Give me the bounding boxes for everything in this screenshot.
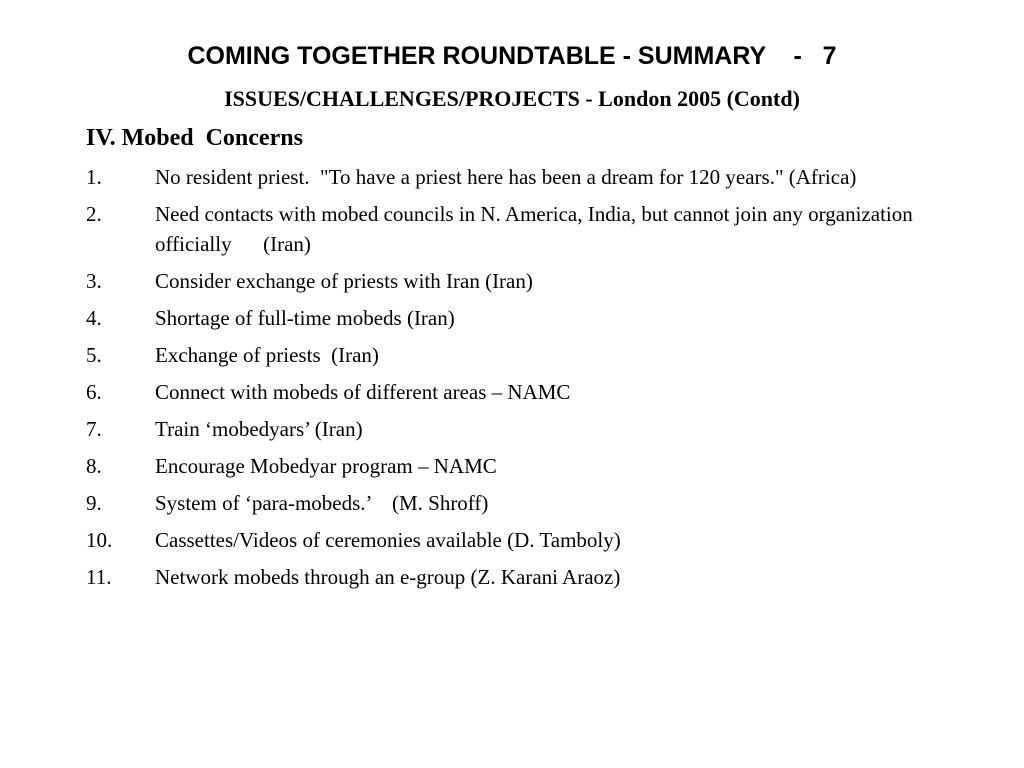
item-text: Encourage Mobedyar program – NAMC (155, 454, 497, 478)
slide-title: COMING TOGETHER ROUNDTABLE - SUMMARY - 7 (187, 42, 837, 70)
item-number: 6. (86, 380, 102, 404)
item-number: 10. (86, 528, 113, 552)
item-text: Train ‘mobedyars’ (Iran) (155, 417, 363, 441)
item-text: Cassettes/Videos of ceremonies available (D. Tamboly) (155, 528, 621, 552)
list-item (86, 199, 966, 259)
list-item (86, 340, 966, 370)
list-item (86, 562, 966, 592)
item-text: Network mobeds through an e-group (Z. Karani Araoz) (155, 565, 621, 589)
item-number: 3. (86, 269, 102, 293)
list-item (86, 162, 966, 192)
item-number: 9. (86, 491, 102, 515)
list-item (86, 414, 966, 444)
list-item (86, 266, 966, 296)
item-number: 4. (86, 306, 102, 330)
item-text: Need contacts with mobed councils in N. America, India, but cannot join any organization officially (Iran) (155, 202, 918, 256)
concerns-list (86, 162, 966, 599)
list-item (86, 451, 966, 481)
item-text: System of ‘para-mobeds.’ (M. Shroff) (155, 491, 489, 515)
item-number: 1. (86, 165, 102, 189)
list-item (86, 377, 966, 407)
item-number: 8. (86, 454, 102, 478)
list-item (86, 525, 966, 555)
item-text: Shortage of full-time mobeds (Iran) (155, 306, 455, 330)
section-heading: IV. Mobed Concerns (86, 125, 303, 151)
item-number: 11. (86, 565, 112, 589)
list-item (86, 488, 966, 518)
item-number: 5. (86, 343, 102, 367)
list-item (86, 303, 966, 333)
item-text: Consider exchange of priests with Iran (Iran) (155, 269, 533, 293)
slide-subtitle: ISSUES/CHALLENGES/PROJECTS - London 2005 (Contd) (224, 86, 800, 111)
item-text: No resident priest. "To have a priest here has been a dream for 120 years." (Africa) (155, 165, 857, 189)
item-text: Exchange of priests (Iran) (155, 343, 379, 367)
item-number: 7. (86, 417, 102, 441)
item-number: 2. (86, 202, 102, 226)
item-text: Connect with mobeds of different areas – NAMC (155, 380, 571, 404)
